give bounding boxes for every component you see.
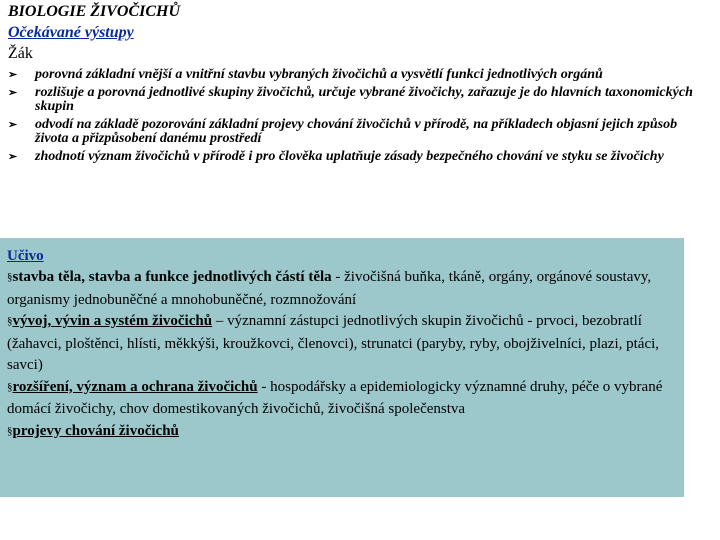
curriculum-item-lead: projevy chování živočichů [12,422,179,439]
curriculum-text [7,267,676,443]
outcomes-section [8,0,698,167]
curriculum-box [0,238,684,497]
outcomes-heading: Očekávané výstupy [8,24,134,41]
curriculum-item-lead: rozšíření, význam a ochrana živočichů [12,378,258,395]
list-item [8,68,698,83]
student-label: Žák [8,45,33,62]
curriculum-item-lead: stavba těla, stavba a funkce jednotlivých částí těla [12,269,332,285]
outcomes-list [8,68,698,164]
outcome-text: porovná základní vnější a vnitřní stavbu vybraných živočichů a vysvětlí funkci jednotlivých orgánů [35,67,603,82]
curriculum-heading: Učivo [7,248,44,264]
square-bullet-icon: § [7,315,13,327]
list-item [8,150,698,165]
arrow-bullet-icon: ➢ [8,86,18,99]
list-item [8,86,698,115]
arrow-bullet-icon: ➢ [8,69,18,81]
outcome-text: zhodnotí význam živočichů v přírodě i pro člověka uplatňuje zásady bezpečného chování ve styku se živočichy [35,148,664,164]
arrow-bullet-icon: ➢ [8,118,18,131]
curriculum-item-lead: vývoj, vývin a systém živočichů [12,313,213,329]
curriculum-item-text: - hospodářsky a epidemiologicky významné druhy, péče o vybrané domácí živočichy, chov domestikovaných živočichů, živočišná společenstva [7,378,663,417]
square-bullet-icon: § [7,271,13,283]
arrow-bullet-icon: ➢ [8,150,18,163]
square-bullet-icon: § [7,380,13,393]
outcome-text: rozlišuje a porovná jednotlivé skupiny živočichů, určuje vybrané živočichy, zařazuje je do hlavních taxonomických skupin [35,84,693,114]
page-title: BIOLOGIE ŽIVOČICHŮ [8,3,181,20]
square-bullet-icon: § [7,424,13,437]
curriculum-item-text: - živočišná buňka, tkáně, orgány, orgánové soustavy, organismy jednobuněčné a mnohobuněčné, rozmnožování [7,269,652,308]
list-item [8,118,698,147]
outcome-text: odvodí na základě pozorování základní projevy chování živočichů v přírodě, na příkladech objasní jejich způsob života a přizpůsobení danému prostředí [35,116,678,146]
curriculum-item-text: – významní zástupci jednotlivých skupin živočichů - prvoci, bezobratlí (žahavci, ploštěnci, hlísti, měkkýši, kroužkovci, členovci), strunatci (paryby, ryby, obojživelníci, plazi, ptáci, savci) [7,313,660,373]
